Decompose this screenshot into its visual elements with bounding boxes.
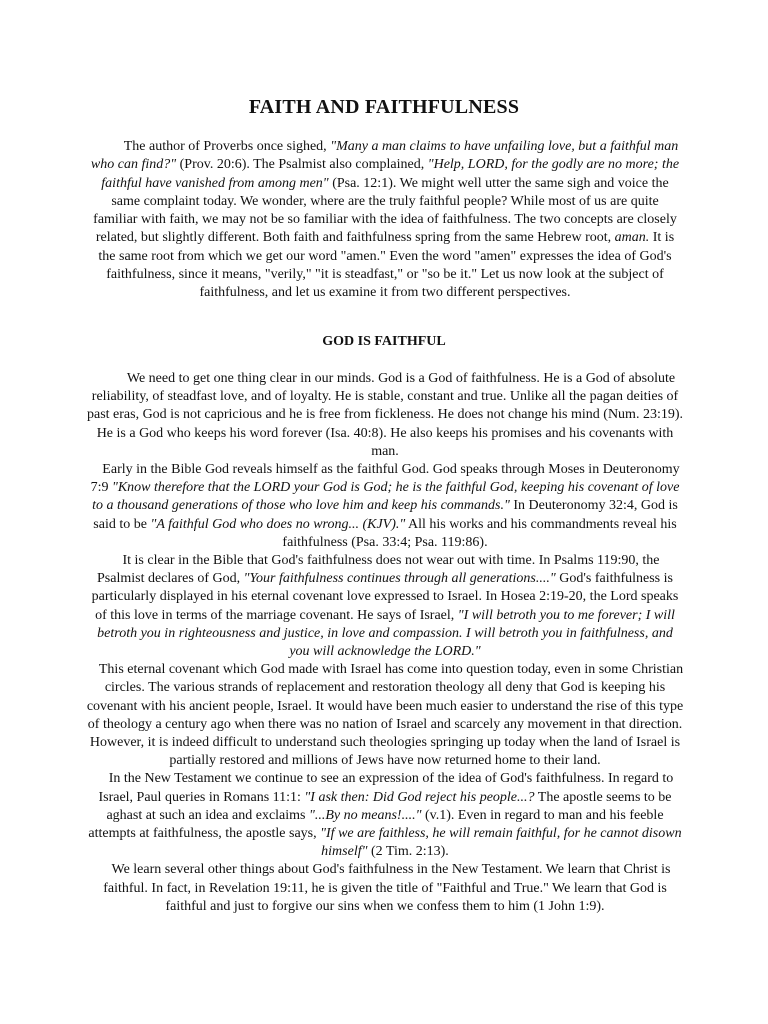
section-body	[86, 370, 684, 916]
intro-text	[90, 138, 680, 302]
quote-romans-11-1: "I ask then: Did God reject his people...?	[304, 789, 535, 805]
document-title: FAITH AND FAITHFULNESS	[248, 96, 520, 118]
intro-text-b: (Prov. 20:6). The Psalmist also complained,	[176, 157, 428, 173]
paragraph-6-text: We learn several other things about God's faithfulness in the New Testament. We learn that Christ is faithful. In fact, in Revelation 19:11, he is given the title of "Faithful and True." We learn that God is faithful and just to forgive our sins when we confess them to him (1 John 1:9).	[103, 862, 671, 914]
intro-paragraph	[90, 138, 680, 302]
hebrew-word-aman: aman.	[614, 230, 650, 246]
quote-2-timothy: "If we are faithless, he will remain faithful, for he cannot disown himself"	[320, 826, 682, 860]
paragraph-5	[86, 770, 684, 861]
quote-psalm-119-90: "Your faithfulness continues through all generations...."	[243, 571, 556, 587]
section-heading: GOD IS FAITHFUL	[322, 334, 446, 349]
paragraph-2-text-a: Early in the Bible God reveals himself as the faithful God. God speaks through Moses in Deuteronomy 7:9	[90, 462, 680, 496]
quote-psalm-12: "Help, LORD, for the godly are no more; the faithful have vanished from among men"	[101, 157, 680, 191]
paragraph-5-text-b: The apostle seems to be aghast at such an idea and exclaims	[106, 789, 672, 823]
quote-by-no-means: "...By no means!...."	[309, 807, 422, 823]
paragraph-5-text-d: (2 Tim. 2:13).	[367, 844, 449, 860]
quote-deut-32-4: "A faithful God who does no wrong... (KJV)."	[150, 516, 406, 532]
paragraph-3-text-a: It is clear in the Bible that God's faithfulness does not wear out with time. In Psalms 119:90, the Psalmist declares of God,	[97, 553, 660, 587]
intro-text-d: It is the same root from which we get our word "amen." Even the word "amen" expresses the idea of God's faithfulness, since it means, "verily," "it is steadfast," or "so be it." Let us now look at the subject of faithfulness, and let us examine it from two different perspectives.	[98, 230, 675, 300]
paragraph-3	[86, 552, 684, 661]
paragraph-3-text-b: God's faithfulness is particularly displayed in his eternal covenant love expressed to Israel. In Hosea 2:19-20, the Lord speaks of this love in terms of the marriage covenant. He says of Israel,	[91, 571, 679, 623]
paragraph-1	[86, 370, 684, 461]
paragraph-6	[86, 861, 684, 916]
paragraph-5-text-a: In the New Testament we continue to see an expression of the idea of God's faithfulness. In regard to Israel, Paul queries in Romans 11:1:	[98, 771, 674, 805]
quote-deut-7-9: "Know therefore that the LORD your God is God; he is the faithful God, keeping his covenant of love to a thousand generations of those who love him and keep his commands."	[92, 480, 680, 514]
paragraph-4	[86, 661, 684, 770]
intro-text-c: (Psa. 12:1). We might well utter the same sigh and voice the same complaint today. We wonder, where are the truly faithful people? While most of us are quite familiar with faith, we may not be so familiar with the idea of faithfulness. The two concepts are closely related, but slightly different. Both faith and faithfulness spring from the same Hebrew root,	[93, 175, 677, 246]
paragraph-5-text-c: (v.1). Even in regard to man and his feeble attempts at faithfulness, the apostle says,	[88, 807, 664, 842]
intro-text-a: The author of Proverbs once sighed,	[123, 139, 331, 154]
paragraph-2	[86, 461, 684, 552]
paragraph-2-text-c: All his works and his commandments reveal his faithfulness (Psa. 33:4; Psa. 119:86).	[282, 516, 677, 550]
paragraph-1-text: We need to get one thing clear in our minds. God is a God of faithfulness. He is a God of absolute reliability, of steadfast love, and of loyalty. He is stable, constant and true. Unlike all the pagan deities of past eras, God is not capricious and he is free from fickleness. He does not change his mind (Num. 23:19). He is a God who keeps his word forever (Isa. 40:8). He also keeps his promises and his covenants with man.	[86, 371, 684, 459]
paragraph-4-text: This eternal covenant which God made with Israel has come into question today, even in some Christian circles. The various strands of replacement and restoration theology all deny that God is keeping his covenant with his ancient people, Israel. It would have been much easier to understand the rise of this type of theology a century ago when there was no nation of Israel and scarcely any movement in that direction. However, it is indeed difficult to understand such theologies springing up today when the land of Israel is partially restored and millions of Jews have now returned home to their land.	[86, 662, 684, 769]
quote-hosea: "I will betroth you to me forever; I will betroth you in righteousness and justice, in love and compassion. I will betroth you in faithfulness, and you will acknowledge the LORD."	[97, 607, 675, 660]
paragraph-2-text-b: In Deuteronomy 32:4, God is said to be	[93, 498, 678, 532]
quote-proverbs: "Many a man claims to have unfailing love, but a faithful man who can find?"	[90, 139, 679, 173]
